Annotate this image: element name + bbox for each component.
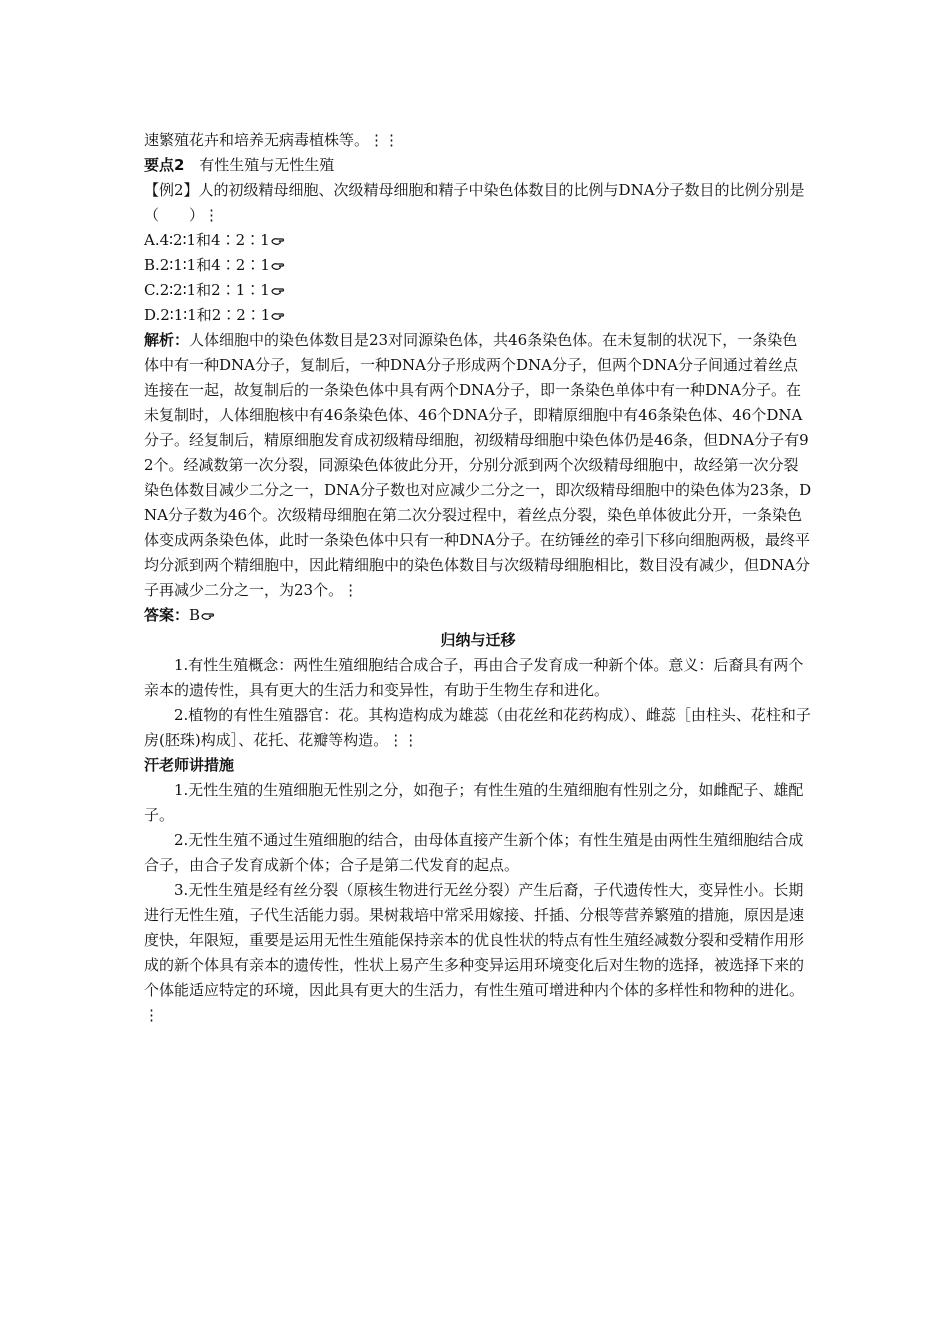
option-a bbox=[144, 228, 812, 253]
pointing-hand-icon bbox=[271, 261, 285, 271]
teacher-item: 3.无性生殖是经有丝分裂（原核生物进行无丝分裂）产生后裔，子代遗传性大，变异性小。长期进行无性生殖，子代生活能力弱。果树栽培中常采用嫁接、扦插、分根等营养繁殖的措施，原因是速度快，年限短，重要是运用无性生殖能保持亲本的优良性状的特点有性生殖经减数分裂和受精作用形成的新个体具有亲本的遗传性，性状上易产生多种变异运用环境变化后对生物的选择，被选择下来的个体能适应特定的环境，因此具有更大的生活力，有性生殖可增进种内个体的多样性和物种的进化。⋮ bbox=[144, 881, 805, 1024]
answer-label: 答案： bbox=[144, 606, 190, 624]
option-b bbox=[144, 253, 812, 278]
pointing-hand-icon bbox=[271, 311, 285, 321]
key-point-heading bbox=[144, 153, 812, 178]
summary-heading: 归纳与迁移 bbox=[440, 631, 516, 649]
document-page bbox=[144, 128, 812, 1028]
example-question bbox=[144, 178, 812, 228]
analysis-paragraph bbox=[144, 328, 812, 603]
pointing-hand-icon bbox=[271, 236, 285, 246]
pointing-hand-icon bbox=[201, 611, 215, 621]
example-question-text: 人的初级精母细胞、次级精母细胞和精子中染色体数目的比例与DNA分子数目的比例分别是（ ）⋮ bbox=[144, 181, 805, 224]
pointing-hand-icon bbox=[271, 286, 285, 296]
key-point-title: 有性生殖与无性生殖 bbox=[199, 156, 335, 174]
intro-tail-text: 速繁殖花卉和培养无病毒植株等。⋮⋮ bbox=[144, 131, 400, 149]
option-c bbox=[144, 278, 812, 303]
option-text: A.4∶2∶1和4∶2∶1 bbox=[144, 231, 270, 249]
teacher-item: 2.无性生殖不通过生殖细胞的结合，由母体直接产生新个体；有性生殖是由两性生殖细胞结合成合子，由合子发育成新个体；合子是第二代发育的起点。 bbox=[144, 831, 804, 874]
key-point-label: 要点2 bbox=[144, 156, 185, 174]
option-text: C.2∶2∶1和2∶1∶1 bbox=[144, 281, 270, 299]
summary-item: 2.植物的有性生殖器官：花。其构造构成为雄蕊（由花丝和花药构成）、雌蕊［由柱头、花柱和子房(胚珠)构成］、花托、花瓣等构造。⋮⋮ bbox=[144, 706, 811, 749]
teacher-heading: 汗老师讲措施 bbox=[144, 756, 235, 774]
example-label: 【例2】 bbox=[144, 181, 199, 199]
analysis-label: 解析： bbox=[144, 331, 190, 349]
option-text: B.2∶1∶1和4∶2∶1 bbox=[144, 256, 270, 274]
summary-item: 1.有性生殖概念：两性生殖细胞结合成合子，再由合子发育成一种新个体。意义：后裔具有两个亲本的遗传性，具有更大的生活力和变异性，有助于生物生存和进化。 bbox=[144, 656, 804, 699]
option-d bbox=[144, 303, 812, 328]
answer-value: B bbox=[189, 606, 201, 624]
answer-line bbox=[144, 603, 812, 628]
analysis-text: 人体细胞中的染色体数目是23对同源染色体，共46条染色体。在未复制的状况下，一条染色体中有一种DNA分子，复制后，一种DNA分子形成两个DNA分子，但两个DNA分子间通过着丝点连接在一起，故复制后的一条染色体中具有两个DNA分子，即一条染色单体中有一种DNA分子。在未复制时，人体细胞核中有46条染色体、46个DNA分子，即精原细胞中有46条染色体、46个DNA分子。经复制后，精原细胞发育成初级精母细胞，初级精母细胞中染色体仍是46条，但DNA分子有92个。经减数第一次分裂，同源染色体彼此分开，分别分派到两个次级精母细胞中，故经第一次分裂染色体数目减少二分之一，DNA分子数也对应减少二分之一，即次级精母细胞中的染色体为23条，DNA分子数为46个。次级精母细胞在第二次分裂过程中，着丝点分裂，染色单体彼此分开，一条染色体变成两条染色体，此时一条染色体中只有一种DNA分子。在纺锤丝的牵引下移向细胞两极，最终平均分派到两个精细胞中，因此精细胞中的染色体数目与次级精母细胞相比，数目没有减少，但DNA分子再减少二分之一，为23个。⋮ bbox=[144, 331, 812, 599]
teacher-item: 1.无性生殖的生殖细胞无性别之分，如孢子；有性生殖的生殖细胞有性别之分，如雌配子、雄配子。 bbox=[144, 781, 804, 824]
option-text: D.2∶1∶1和2∶2∶1 bbox=[144, 306, 271, 324]
